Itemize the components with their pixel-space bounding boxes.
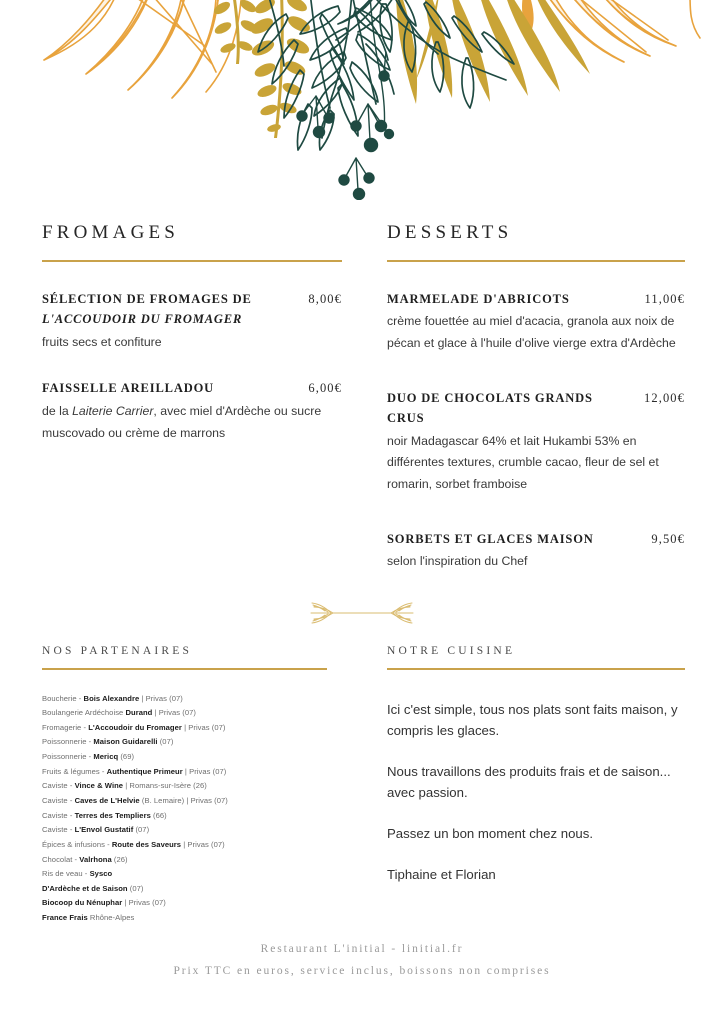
partner-line	[42, 706, 327, 721]
partner-name: Sysco	[89, 869, 113, 879]
partner-location: (B. Lemaire) | Privas (07)	[139, 795, 228, 805]
right-sprig	[391, 603, 413, 623]
cuisine-paragraph: Nous travaillons des produits frais et de saison... avec passion.	[387, 763, 671, 800]
orange-leaf-cluster-right	[544, 0, 700, 62]
menu-section-fromages	[42, 222, 342, 444]
menu-item-description: crème fouettée au miel d'acacia, granola aux noix de pécan et glace à l'huile d'olive vierge extra d'Ardèche	[387, 314, 676, 351]
section-title-notre-cuisine: NOTRE CUISINE	[387, 645, 516, 657]
partner-name: Maison Guidarelli	[93, 737, 158, 747]
teal-eucalyptus-right	[372, 0, 514, 108]
mustard-long-leaves-right	[416, 0, 440, 80]
teal-stem-far-right	[392, 0, 438, 54]
footer-restaurant-line: Restaurant L'initial - linitial.fr	[260, 943, 464, 956]
section-rule-fromages	[42, 260, 342, 262]
partner-line	[42, 896, 327, 911]
menu-item-price: 11,00€	[644, 292, 685, 306]
partner-name: Mericq	[93, 752, 119, 762]
partner-line	[42, 911, 327, 926]
botanical-header-illustration	[0, 0, 724, 200]
partner-line	[42, 692, 327, 707]
desc-part-post: , avec miel d'Ardèche ou sucre muscovado ou crème de marrons	[42, 403, 322, 440]
section-rule-desserts	[387, 260, 685, 262]
menu-item	[387, 529, 685, 573]
section-title-fromages: FROMAGES	[42, 222, 180, 243]
partners-section	[42, 645, 327, 926]
menu-sections	[0, 222, 724, 573]
section-title-desserts: DESSERTS	[387, 222, 513, 243]
menu-item-description: selon l'inspiration du Chef	[387, 554, 528, 569]
menu-item-name-line1: SÉLECTION DE FROMAGES DE	[42, 292, 252, 306]
menu-item-name: SORBETS ET GLACES MAISON	[387, 532, 594, 547]
partner-name: Vince & Wine	[74, 781, 124, 791]
menu-item-price: 6,00€	[308, 381, 342, 396]
partners-list	[42, 692, 327, 926]
partner-name: Biocoop du Nénuphar	[42, 898, 123, 908]
partner-category: Boucherie -	[42, 693, 84, 703]
partner-name: Bois Alexandre	[83, 693, 140, 703]
cuisine-paragraph: Passez un bon moment chez nous.	[387, 826, 593, 841]
partner-category: Caviste -	[42, 795, 75, 805]
partner-location: | Privas (07)	[181, 722, 226, 732]
menu-item	[42, 289, 342, 353]
partner-line	[42, 853, 327, 868]
teal-berry-sprigs	[297, 52, 394, 200]
ornament-divider	[0, 598, 724, 633]
partner-location: Rhône-Alpes	[87, 913, 135, 923]
partner-line	[42, 882, 327, 897]
partner-line	[42, 809, 327, 824]
partner-category: Épices & infusions -	[42, 839, 112, 849]
mustard-sprig-small-left	[212, 0, 259, 64]
partner-name: Durand	[125, 708, 153, 718]
partner-category: Caviste -	[42, 781, 75, 791]
desc-part-italic: Laiterie Carrier	[72, 403, 154, 418]
partner-location: | Privas (07)	[181, 839, 225, 849]
menu-item	[387, 289, 685, 355]
cuisine-text	[387, 699, 685, 886]
menu-item-price: 8,00€	[308, 292, 342, 306]
partner-location: (69)	[118, 752, 135, 762]
orange-leaf-cluster-left	[44, 0, 242, 98]
footer-price-notice: Prix TTC en euros, service inclus, boissons non comprises	[173, 964, 551, 977]
cuisine-section	[387, 645, 685, 885]
menu-item-name: FAISSELLE AREILLADOU	[42, 381, 215, 396]
partner-line	[42, 838, 327, 853]
partner-line	[42, 721, 327, 736]
partner-line	[42, 867, 327, 882]
partner-name: Caves de L'Helvie	[74, 795, 140, 805]
partner-name: Terres des Templiers	[74, 810, 151, 820]
menu-section-desserts	[387, 222, 685, 573]
section-title-partenaires: NOS PARTENAIRES	[42, 645, 193, 657]
section-rule-partenaires	[42, 668, 327, 670]
partner-location: | Privas (07)	[139, 693, 183, 703]
partner-name: Valrhona	[79, 854, 112, 864]
desc-part-pre: de la	[42, 403, 73, 418]
menu-item	[42, 378, 342, 444]
teal-berry-stem-left-edge	[370, 0, 385, 130]
menu-item-description: fruits secs et confiture	[42, 334, 162, 349]
partner-category: Poissonnerie -	[42, 737, 94, 747]
menu-item-name: MARMELADE D'ABRICOTS	[387, 292, 570, 306]
cuisine-paragraph: Ici c'est simple, tous nos plats sont faits maison, y compris les glaces.	[387, 701, 678, 738]
partner-name: D'Ardèche et de Saison	[42, 883, 128, 893]
partner-location: (07)	[157, 737, 174, 747]
mustard-long-leaves-center	[396, 0, 590, 104]
cuisine-signature: Tiphaine et Florian	[387, 867, 496, 883]
mustard-sprig-left	[249, 0, 313, 138]
lower-sections	[0, 645, 724, 926]
section-rule-notre-cuisine	[387, 668, 685, 670]
partner-name: L'Accoudoir du Fromager	[88, 722, 182, 732]
orange-accent-leaf-center	[522, 0, 534, 34]
menu-item-name	[42, 289, 308, 330]
partner-line	[42, 765, 327, 780]
partner-line	[42, 823, 327, 838]
menu-item-price: 12,00€	[644, 391, 685, 405]
menu-item	[387, 388, 685, 496]
partner-location: (26)	[111, 854, 128, 864]
partner-location: | Privas (07)	[182, 766, 227, 776]
partner-category: Fruits & légumes -	[42, 766, 107, 776]
partner-line	[42, 794, 327, 809]
partner-location: (07)	[133, 825, 150, 835]
partner-name: France Frais	[42, 913, 88, 923]
partner-location: | Romans-sur-Isère (26)	[123, 781, 207, 791]
partner-location: | Privas (07)	[152, 708, 196, 718]
partner-name: L'Envol Gustatif	[74, 825, 134, 835]
menu-item-name: DUO DE CHOCOLATS GRANDS CRUS	[387, 391, 593, 426]
partner-line	[42, 779, 327, 794]
partner-line	[42, 750, 327, 765]
teal-eucalyptus-far-left	[336, 0, 398, 40]
partner-line	[42, 735, 327, 750]
left-sprig	[311, 603, 333, 623]
menu-item-description: noir Madagascar 64% et lait Hukambi 53% en différentes textures, crumble cacao, fleur de sel et romarin, sorbet framboise	[387, 433, 659, 492]
partner-name: Route des Saveurs	[111, 839, 182, 849]
menu-item-price: 9,50€	[651, 532, 685, 547]
page-footer	[0, 939, 724, 982]
teal-eucalyptus-left	[300, 0, 392, 150]
menu-item-name-line2: L'ACCOUDOIR DU FROMAGER	[42, 312, 243, 327]
teal-eucalyptus-hanging-center	[258, 0, 394, 150]
partner-category: Boulangerie Ardéchoise	[42, 708, 126, 718]
partner-location: | Privas (07)	[122, 898, 166, 908]
partner-category: Caviste -	[42, 825, 75, 835]
menu-item-description	[42, 401, 342, 445]
partner-category: Caviste -	[42, 810, 75, 820]
partner-category: Chocolat -	[42, 854, 80, 864]
partner-location: (07)	[127, 883, 144, 893]
partner-location: (66)	[150, 810, 167, 820]
partner-category: Fromagerie -	[42, 722, 89, 732]
partner-category: Poissonnerie -	[42, 752, 94, 762]
partner-category: Ris de veau -	[42, 869, 90, 879]
partner-name: Authentique Primeur	[106, 766, 183, 776]
